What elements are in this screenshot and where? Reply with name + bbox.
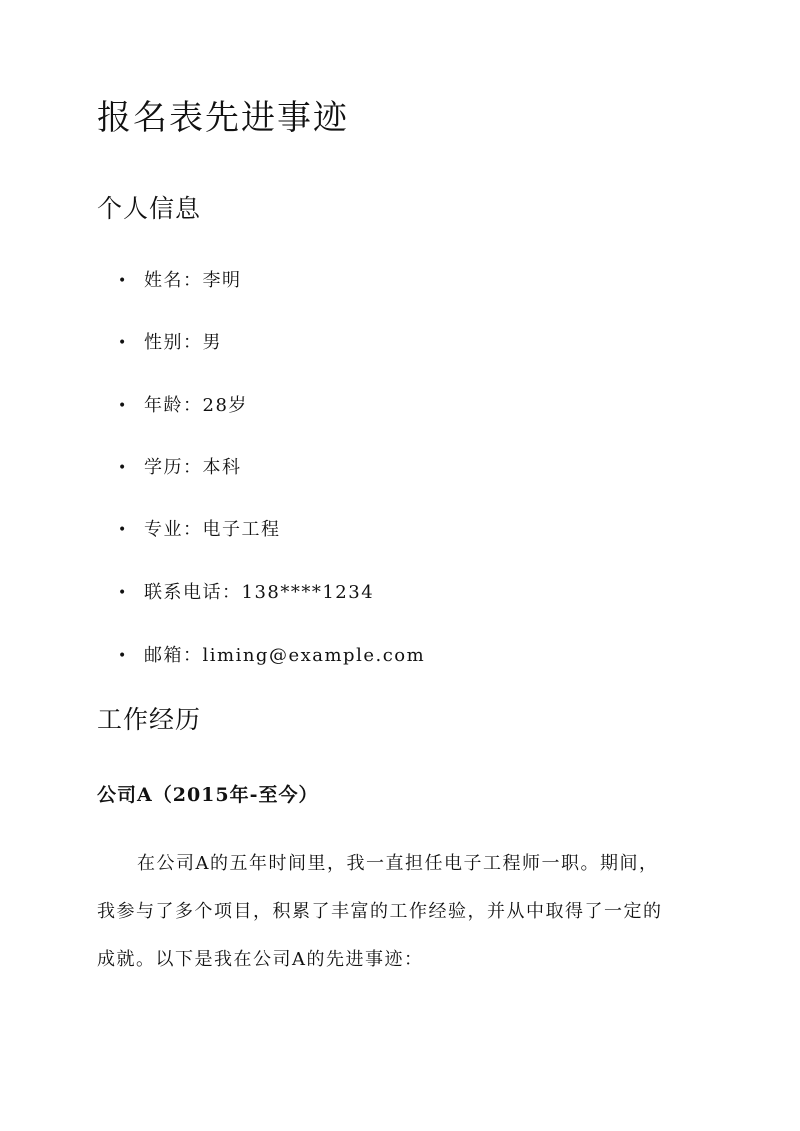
bullet-icon: • — [118, 398, 128, 414]
list-item-text: 姓名：李明 — [144, 270, 242, 291]
paragraph-line: 我参与了多个项目，积累了丰富的工作经验，并从中取得了一定的 — [97, 901, 663, 922]
bullet-icon: • — [118, 648, 128, 664]
list-item — [118, 640, 718, 672]
list-item — [118, 452, 718, 484]
bullet-icon: • — [118, 522, 128, 538]
list-item — [118, 514, 718, 546]
company-heading: 公司A（2015年-至今） — [97, 784, 319, 806]
document-title: 报名表先进事迹 — [97, 98, 349, 138]
list-item — [118, 327, 718, 359]
bullet-icon: • — [118, 335, 128, 351]
list-item-text: 邮箱：liming@example.com — [144, 645, 426, 666]
list-item — [118, 390, 718, 422]
list-item — [118, 265, 718, 297]
paragraph-line: 在公司A的五年时间里，我一直担任电子工程师一职。期间， — [137, 853, 659, 874]
section-heading-personal-info: 个人信息 — [97, 194, 202, 223]
list-item-text: 年龄：28岁 — [144, 395, 248, 416]
list-item-text: 性别：男 — [144, 332, 222, 353]
section-heading-work-experience: 工作经历 — [97, 705, 202, 734]
list-item-text: 学历：本科 — [144, 457, 242, 478]
bullet-icon: • — [118, 585, 128, 601]
bullet-icon: • — [118, 460, 128, 476]
bullet-icon: • — [118, 273, 128, 289]
paragraph-line: 成就。以下是我在公司A的先进事迹： — [97, 949, 424, 970]
work-experience-paragraph — [97, 840, 707, 984]
list-item-text: 专业：电子工程 — [144, 519, 281, 540]
list-item — [118, 577, 718, 609]
list-item-text: 联系电话：138****1234 — [144, 582, 375, 603]
